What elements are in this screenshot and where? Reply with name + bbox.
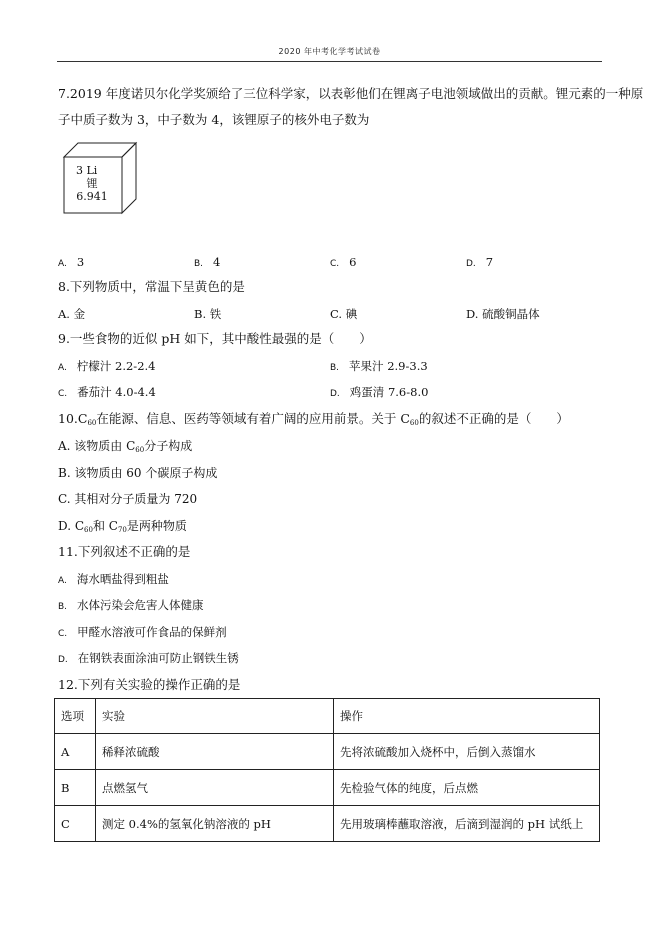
q10-stem: $10.C_{60}$在能源、信息、医药等领域有着广阔的应用前景。关于 $C_{60}$的叙述不正确的是（ ） [58, 411, 569, 427]
table-cell: A [55, 734, 96, 770]
table-cell: C [55, 806, 96, 842]
q9-option-a[interactable]: A. 柠檬汁 2.2-2.4 [58, 359, 156, 373]
q12-stem: 12.下列有关实验的操作正确的是 [58, 677, 241, 692]
q10-option-b[interactable]: B. 该物质由 60 个碳原子构成 [58, 466, 218, 480]
element-mass: 6.941 [76, 190, 108, 203]
q9-stem: 9.一些食物的近似 pH 如下，其中酸性最强的是（ ） [58, 331, 372, 346]
q9-option-c[interactable]: C. 番茄汁 4.0-4.4 [58, 385, 156, 399]
q10-option-c[interactable]: C. 其相对分子质量为 720 [58, 492, 198, 506]
q9-option-b[interactable]: B. 苹果汁 2.9-3.3 [330, 359, 428, 373]
lithium-element-card [62, 141, 138, 215]
table-header-row [55, 699, 600, 734]
table-row [55, 734, 600, 770]
header-option: 选项 [55, 699, 96, 734]
table-row [55, 806, 600, 842]
q8-option-d[interactable]: D. 硫酸铜晶体 [466, 307, 540, 321]
q11-option-c[interactable]: C. 甲醛水溶液可作食品的保鲜剂 [58, 625, 227, 639]
q10-option-d[interactable]: D. $C_{60}$和 $C_{70}$是两种物质 [58, 519, 187, 534]
q11-option-b[interactable]: B. 水体污染会危害人体健康 [58, 598, 204, 612]
q7-option-b[interactable]: B. 4 [194, 255, 221, 269]
q7-option-a[interactable]: A. 3 [58, 255, 85, 269]
q7-option-c[interactable]: C. 6 [330, 255, 357, 269]
table-cell: 先将浓硫酸加入烧杯中，后倒入蒸馏水 [334, 734, 600, 770]
q7-option-d[interactable]: D. 7 [466, 255, 494, 269]
q7-stem-line1: 7.2019 年度诺贝尔化学奖颁给了三位科学家，以表彰他们在锂离子电池领域做出的贡献。锂元素的一种原 [58, 86, 644, 101]
q8-stem: 8.下列物质中，常温下呈黄色的是 [58, 279, 245, 294]
experiment-table [54, 698, 600, 842]
table-cell: 测定 0.4%的氢氧化钠溶液的 pH [96, 806, 334, 842]
q8-option-c[interactable]: C. 碘 [330, 307, 358, 321]
table-cell: 先用玻璃棒蘸取溶液，后滴到湿润的 pH 试纸上 [334, 806, 600, 842]
q8-option-a[interactable]: A. 金 [58, 307, 86, 321]
table-cell: B [55, 770, 96, 806]
q10-option-a[interactable]: A. 该物质由 $C_{60}$分子构成 [58, 439, 193, 454]
header-operation: 操作 [334, 699, 600, 734]
table-cell: 先检验气体的纯度，后点燃 [334, 770, 600, 806]
header-experiment: 实验 [96, 699, 334, 734]
header-divider [57, 61, 602, 62]
table-row [55, 770, 600, 806]
element-name: 锂 [86, 177, 98, 190]
q11-stem: 11.下列叙述不正确的是 [58, 544, 191, 559]
table-cell: 稀释浓硫酸 [96, 734, 334, 770]
q11-option-d[interactable]: D. 在钢铁表面涂油可防止钢铁生锈 [58, 651, 239, 665]
q8-option-b[interactable]: B. 铁 [194, 307, 222, 321]
element-number-symbol: 3 Li [76, 164, 98, 177]
q9-option-d[interactable]: D. 鸡蛋清 7.6-8.0 [330, 385, 429, 399]
element-info [66, 164, 118, 203]
q7-stem-line2: 子中质子数为 3，中子数为 4，该锂原子的核外电子数为 [58, 112, 370, 127]
table-cell: 点燃氢气 [96, 770, 334, 806]
page-header: 2020 年中考化学考试试卷 [278, 47, 381, 56]
q11-option-a[interactable]: A. 海水晒盐得到粗盐 [58, 572, 169, 586]
